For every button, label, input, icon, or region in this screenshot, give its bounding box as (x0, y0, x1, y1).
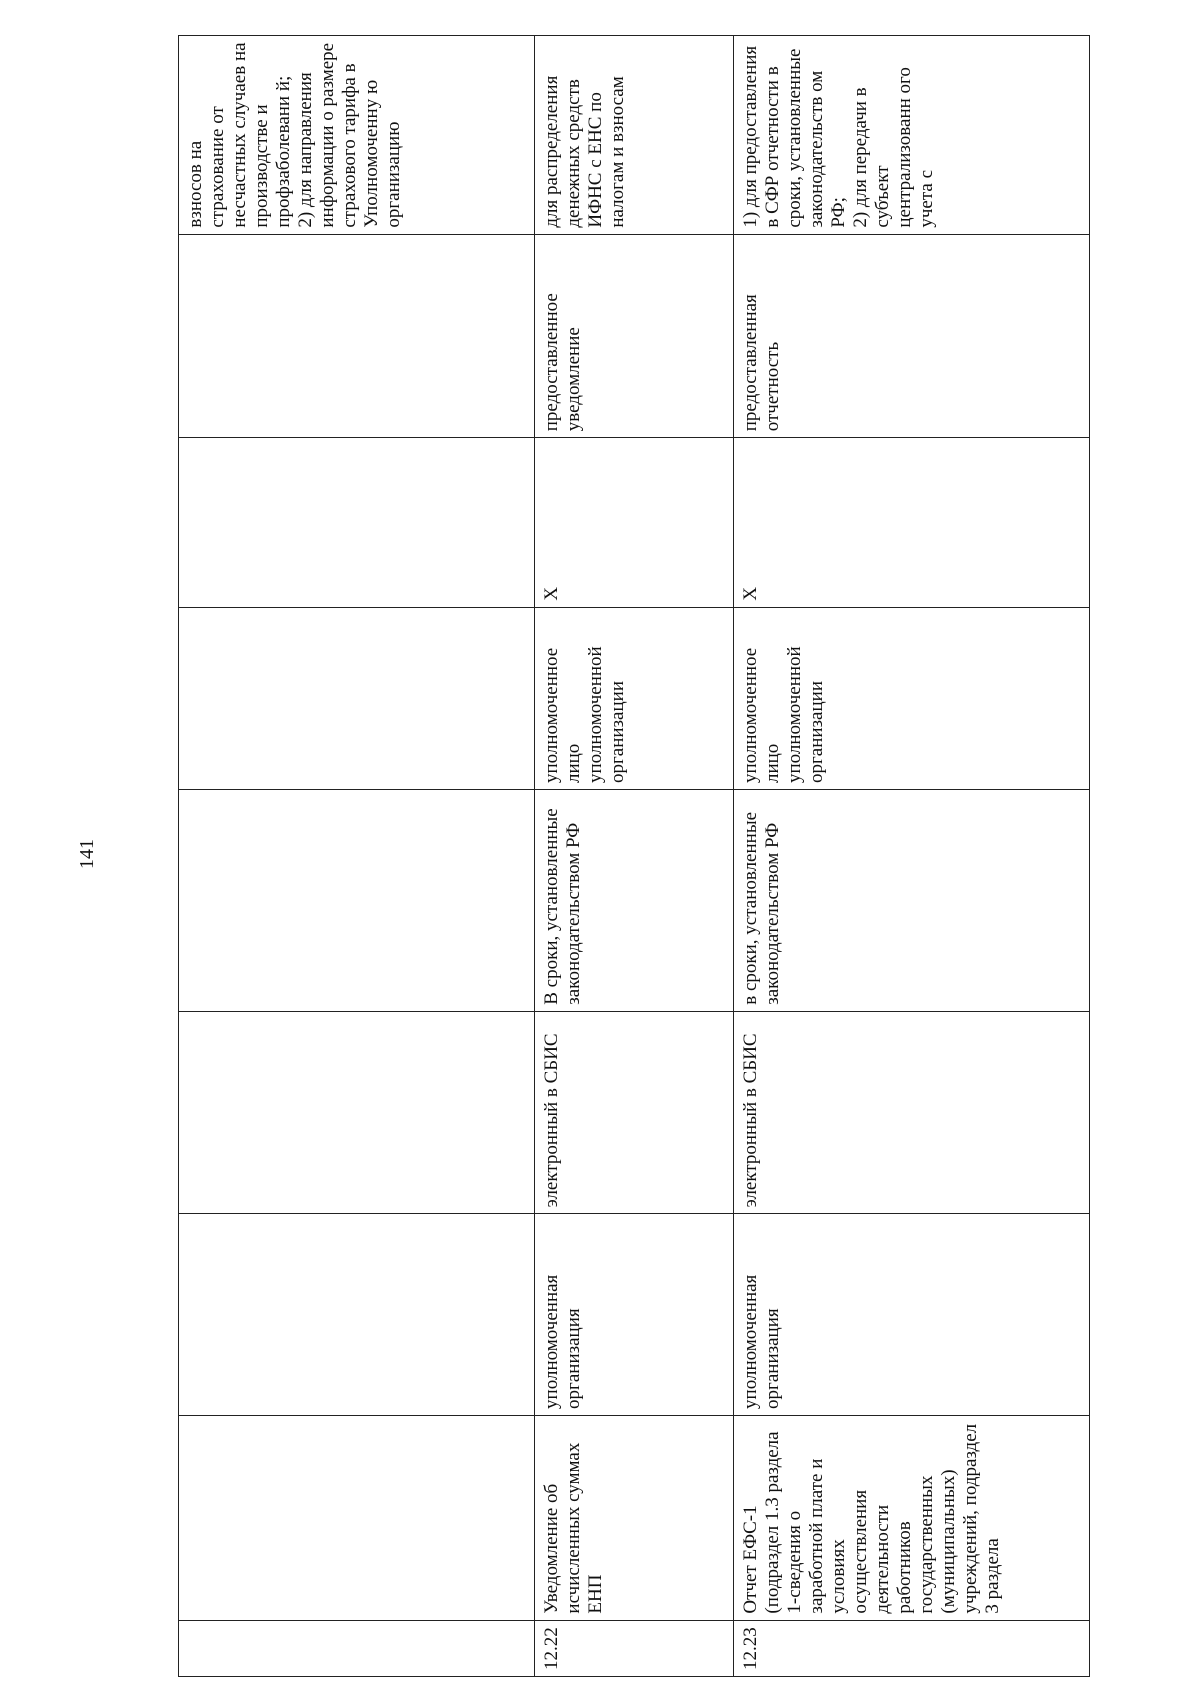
cell-format: электронный в СБИС (535, 1011, 734, 1214)
cell-mark: Х (734, 438, 1090, 607)
table-row (535, 36, 734, 1677)
table-row (734, 36, 1090, 1677)
cell-mark (179, 438, 535, 607)
cell-purpose: 1) для предоставления в СФР отчетности в сроки, установленные законодательств ом РФ; 2) для передачи в субъект централизованн ого учета с (734, 36, 1090, 235)
cell-document-name: Уведомление об исчисленных суммах ЕНП (535, 1415, 734, 1620)
cell-deadline: в сроки, установленные законодательством РФ (734, 790, 1090, 1012)
cell-responsible (179, 1214, 535, 1416)
cell-purpose: взносов на страхование от несчастных случаев на производстве и профзаболевани й; 2) для направления информации о размере страхового тарифа в Уполномоченну ю организацию (179, 36, 535, 235)
cell-signer: уполномоченное лицо уполномоченной организации (535, 607, 734, 789)
cell-format (179, 1011, 535, 1214)
page-number: 141 (76, 839, 98, 869)
cell-deadline (179, 790, 535, 1012)
cell-signer: уполномоченное лицо уполномоченной организации (734, 607, 1090, 789)
document-table (178, 35, 1090, 1677)
cell-format: электронный в СБИС (734, 1011, 1090, 1214)
cell-number: 12.23 (734, 1620, 1090, 1676)
cell-result: предоставленное уведомление (535, 234, 734, 438)
cell-signer (179, 607, 535, 789)
cell-number: 12.22 (535, 1620, 734, 1676)
cell-mark: Х (535, 438, 734, 607)
cell-result: предоставленная отчетность (734, 234, 1090, 438)
cell-responsible: уполномоченная организация (734, 1214, 1090, 1416)
cell-responsible: уполномоченная организация (535, 1214, 734, 1416)
cell-number (179, 1620, 535, 1676)
cell-document-name (179, 1415, 535, 1620)
cell-result (179, 234, 535, 438)
cell-deadline: В сроки, установленные законодательством РФ (535, 790, 734, 1012)
cell-document-name: Отчет ЕФС-1 (подраздел 1.3 раздела 1-сведения о заработной плате и условиях осуществления деятельности работников государственных (муниципальных) учреждений, подраздел 3 раздела (734, 1415, 1090, 1620)
rotated-table-wrapper (178, 35, 1089, 1677)
cell-purpose: для распределения денежных средств ИФНС с ЕНС по налогам и взносам (535, 36, 734, 235)
table-row (179, 36, 535, 1677)
